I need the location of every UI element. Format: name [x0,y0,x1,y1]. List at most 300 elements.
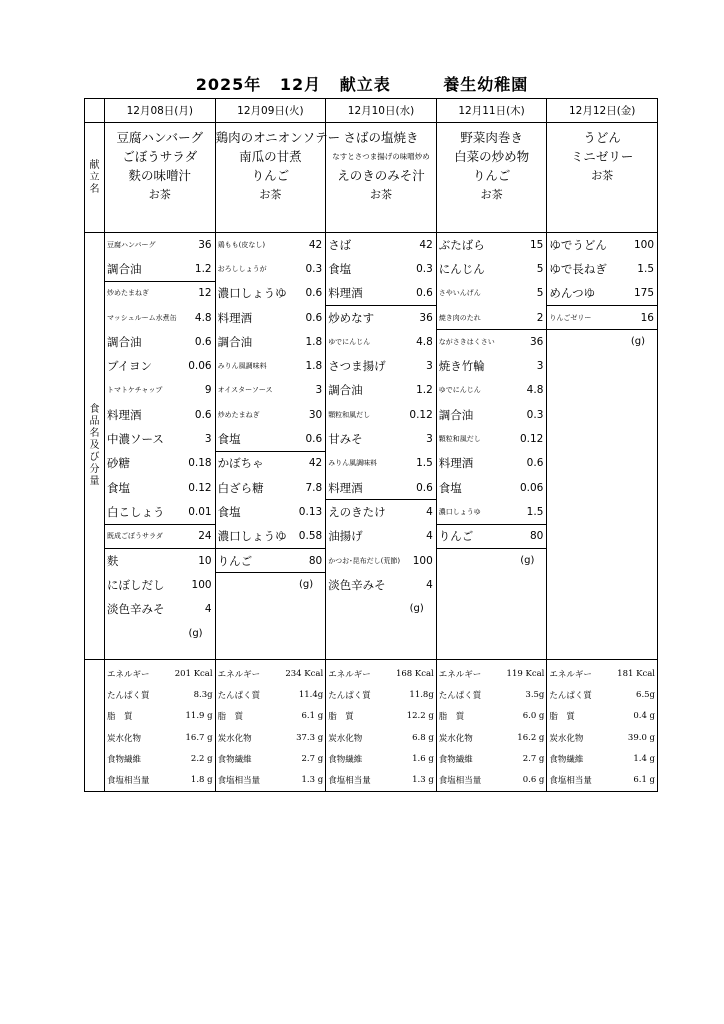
ingredient-name: 白こしょう [107,504,165,519]
nutrition-label: 食塩相当量 [328,776,371,787]
nutrition-item [105,769,215,790]
side-char: 量 [89,476,100,487]
ingredient-name: えのきたけ [328,504,386,519]
ingredient-name: さば [328,237,352,252]
side-char: び [89,452,100,463]
ingredient-item [216,330,326,354]
ingredient-name: 調合油 [328,383,363,398]
unit-label: (g) [299,579,314,591]
nutrition-item [326,684,436,705]
ingredient-name: りんご [438,529,474,544]
ingredient-item [105,597,215,621]
nutrition-value: 6.5g [636,689,655,700]
ingredient-name: 顆粒和風だし [438,435,481,444]
ingredient-name: 白ざら糖 [217,480,264,495]
ingredient-name: マッシュルーム水煮缶 [107,313,177,322]
ingredient-name: 食塩 [107,480,130,495]
nutrition-value: 2.2 g [190,753,213,764]
ingredient-name: ながさきはくさい [438,337,495,346]
nutrition-item [326,748,436,769]
nutrition-cell [105,660,216,792]
menu-item: ミニゼリー [570,149,634,164]
nutrition-value: 119 Kcal [506,668,545,679]
menu-side-label [85,123,105,233]
ingredient-name: 料理酒 [328,480,363,495]
nutrition-item [547,769,657,790]
ingredient-name: ゆで長ねぎ [549,261,607,276]
ingredient-amount: 12 [198,287,212,300]
nutrition-label: 食物繊維 [217,754,252,765]
ingredient-amount: 1.5 [416,457,433,470]
ingredient-amount: 0.6 [416,481,433,494]
ingredient-item [547,257,657,281]
nutrition-value: 2.7 g [522,753,545,764]
ingredient-name: 料理酒 [217,310,253,325]
ingredient-amount: 1.2 [416,384,433,397]
ingredient-item [105,306,215,330]
nutrition-item [216,684,326,705]
ingredient-item [105,452,215,476]
nutrition-item [105,684,215,705]
ingredient-name: 料理酒 [107,407,142,422]
nutrition-item [437,727,547,748]
ingredient-name: 濃口しょうゆ [217,286,287,301]
ingredient-name: 料理酒 [438,456,474,471]
ingredient-item [216,549,326,573]
ingredient-amount: 2 [536,311,544,324]
nutrition-label: エネルギー [217,669,261,680]
ingredient-amount: 4 [204,603,212,616]
ingredient-item [216,427,326,451]
ingredient-amount: 80 [530,530,544,543]
side-char: 立 [89,171,100,183]
ingredient-item [216,452,326,476]
ingredient-amount: 0.6 [305,311,323,324]
nutrition-item [326,769,436,790]
ingredient-name: 食塩 [217,504,241,519]
ingredient-item [326,403,436,427]
ingredient-item [437,282,547,306]
ingredient-amount: 4 [426,578,433,591]
menu-item: お茶 [591,169,614,182]
ingredient-amount: 0.3 [416,262,433,275]
ingredient-amount: 1.2 [194,262,212,275]
ingredient-name: おろししょうが [217,264,267,273]
ingredient-name: さやいんげん [438,289,481,298]
ingredient-name: 砂糖 [107,456,130,471]
ingredient-name: りんごゼリー [549,313,592,322]
ingredient-amount: 3 [315,384,323,397]
side-char: 名 [89,428,100,439]
ingredient-name: 濃口しょうゆ [438,507,481,516]
menu-item: お茶 [148,188,171,201]
nutrition-value: 0.6 g [522,775,545,786]
nutrition-item [326,727,436,748]
ingredient-name: 甘みそ [328,432,363,447]
ingredient-item [437,427,547,451]
ingredient-name: 食塩 [328,261,352,276]
ingredient-cell [215,233,326,660]
nutrition-label: たんぱく質 [217,690,261,701]
nutrition-item [105,727,215,748]
nutrition-item [216,663,326,684]
ingredient-item [547,306,657,330]
ingredient-amount: 1.8 [305,360,323,373]
date-header: 12月10日(水) [326,99,437,123]
unit-label: (g) [188,627,203,639]
ingredient-item [105,330,215,354]
side-char: 食 [89,404,100,415]
nutrition-label: たんぱく質 [549,690,592,701]
nutrition-label: 食塩相当量 [438,776,482,787]
ingredient-name: 焼き竹輪 [438,359,485,374]
ingredient-amount: 100 [191,578,212,591]
ingredient-amount: 175 [633,287,654,300]
ingredient-amount: 5 [536,262,544,275]
ingredient-side-label [85,233,105,660]
ingredient-item [326,282,436,306]
menu-item: さばの塩焼き [343,130,419,145]
nutrition-label: たんぱく質 [107,690,150,701]
menu-row [85,123,658,233]
side-char: 献 [89,159,100,171]
date-header: 12月11日(木) [436,99,547,123]
page-title [0,72,724,95]
ingredient-name: 豆腐ハンバーグ [107,240,156,249]
ingredient-amount: 0.3 [305,262,323,275]
ingredient-amount: 0.12 [188,481,212,494]
nutrition-value: 6.0 g [522,711,545,722]
nutrition-label: 食物繊維 [549,754,584,765]
ingredient-item [326,257,436,281]
ingredient-item [326,573,436,597]
nutrition-label: たんぱく質 [328,690,371,701]
nutrition-item [547,727,657,748]
date-row [85,99,658,123]
nutrition-item [105,706,215,727]
nutrition-value: 234 Kcal [285,668,324,679]
ingredient-amount: 24 [198,530,212,543]
ingredient-item [326,549,436,573]
ingredient-name: 焼き肉のたれ [438,313,481,322]
ingredient-name: ゆでにんじん [438,386,481,395]
ingredient-item [216,233,326,257]
nutrition-value: 6.1 g [633,775,655,786]
date-header: 12月12日(金) [547,99,658,123]
ingredient-name: にんじん [438,261,485,276]
ingredient-amount: 9 [204,384,212,397]
nutrition-value: 6.8 g [412,732,434,743]
ingredient-item [437,379,547,403]
nutrition-item [547,748,657,769]
nutrition-item [437,684,547,705]
ingredient-amount: 4 [426,530,433,543]
unit-label: (g) [409,603,424,615]
nutrition-item [216,769,326,790]
ingredient-name: 食塩 [217,432,241,447]
ingredient-item [326,306,436,330]
nutrition-item [216,727,326,748]
nutrition-value: 1.3 g [301,775,324,786]
ingredient-item [326,500,436,524]
ingredient-item [547,282,657,306]
nutrition-label: 脂 質 [217,712,244,723]
ingredient-item [437,354,547,378]
ingredient-name: 濃口しょうゆ [217,529,287,544]
menu-item: なすとさつま揚げの味噌炒め [332,152,430,161]
ingredient-name: 麩 [107,553,119,568]
ingredient-item [216,403,326,427]
nutrition-value: 1.6 g [412,753,434,764]
ingredient-amount: 3 [536,360,544,373]
ingredient-item [216,525,326,549]
ingredient-amount: 0.6 [194,335,212,348]
ingredient-amount: 5 [536,287,544,300]
menu-item: うどん [583,130,621,145]
ingredient-amount: 0.6 [416,287,433,300]
nutrition-label: エネルギー [107,669,150,680]
menu-item: 鶏肉のオニオンソテー [215,130,341,145]
ingredient-amount: 4.8 [194,311,212,324]
ingredient-item [326,427,436,451]
ingredient-amount: 1.5 [526,505,544,518]
side-char: 及 [89,440,100,451]
menu-cell [547,123,658,233]
ingredient-amount: 3 [426,433,433,446]
menu-cell [326,123,437,233]
ingredient-item [216,306,326,330]
ingredient-amount: 0.6 [194,408,212,421]
ingredient-item [326,525,436,549]
nutrition-value: 1.8 g [190,775,213,786]
nutrition-cell [215,660,326,792]
title-month: 12月 [279,75,322,94]
menu-item: 麩の味噌汁 [128,168,192,183]
side-char: 分 [89,464,100,475]
nutrition-value: 1.3 g [412,775,434,786]
ingredient-item [105,549,215,573]
nutrition-value: 181 Kcal [617,668,655,679]
ingredient-amount: 42 [308,238,323,251]
ingredient-name: 料理酒 [328,286,363,301]
nutrition-cell [326,660,437,792]
ingredient-amount: 100 [412,554,433,567]
nutrition-cell [547,660,658,792]
nutrition-item [547,684,657,705]
title-doc: 献立表 [339,75,391,94]
nutrition-item [547,706,657,727]
ingredient-name: トマトケチャップ [107,386,163,395]
ingredient-name: ブイヨン [107,359,152,374]
ingredient-amount: 0.18 [188,457,212,470]
nutrition-value: 168 Kcal [395,668,434,679]
ingredient-amount: 0.13 [298,505,323,518]
nutrition-side-label [85,660,105,792]
ingredient-name: 炒めたまねぎ [217,410,260,419]
ingredient-name: 淡色辛みそ [328,577,386,592]
ingredient-amount: 80 [308,554,323,567]
nutrition-label: 炭水化物 [549,733,584,744]
ingredient-amount: 42 [308,457,323,470]
nutrition-value: 16.7 g [185,732,213,743]
ingredient-amount: 10 [198,554,212,567]
nutrition-label: 脂 質 [107,712,133,723]
ingredient-amount: 0.01 [188,505,212,518]
nutrition-label: 食塩相当量 [217,776,261,787]
ingredient-item [105,573,215,597]
ingredient-amount: 0.3 [526,408,544,421]
menu-item: 豆腐ハンバーグ [116,130,204,145]
ingredient-item [326,379,436,403]
ingredient-name: ゆでうどん [549,237,607,252]
ingredient-amount: 30 [308,408,323,421]
nutrition-label: 炭水化物 [328,733,363,744]
ingredient-name: 中濃ソース [107,432,164,447]
ingredient-name: かぼちゃ [217,456,264,471]
nutrition-value: 8.3g [193,689,213,700]
ingredient-item [216,476,326,500]
ingredient-amount: 4 [426,505,433,518]
ingredient-amount: 0.06 [519,481,544,494]
nutrition-item [326,706,436,727]
ingredient-item [437,306,547,330]
nutrition-item [326,663,436,684]
ingredient-item [105,282,215,306]
unit-label: (g) [520,554,535,566]
ingredient-name: ぶたばら [438,237,485,252]
menu-item: りんご [472,168,511,183]
ingredient-item [547,233,657,257]
ingredient-amount: 100 [633,238,654,251]
ingredient-amount: 0.6 [305,287,323,300]
ingredient-amount: 7.8 [305,481,323,494]
menu-item: ごぼうサラダ [122,149,198,164]
nutrition-label: エネルギー [549,669,592,680]
ingredient-cell [326,233,437,660]
ingredient-item [216,500,326,524]
ingredient-item [105,525,215,549]
nutrition-value: 0.4 g [633,711,655,722]
nutrition-label: 炭水化物 [438,733,473,744]
ingredient-item [105,354,215,378]
ingredient-name: 調合油 [107,261,142,276]
ingredient-item [105,476,215,500]
title-year: 2025年 [195,75,262,94]
menu-table [84,98,658,792]
ingredient-name: さつま揚げ [328,359,386,374]
ingredient-amount: 0.6 [305,433,323,446]
ingredient-item [105,233,215,257]
nutrition-item [216,706,326,727]
ingredient-item [437,500,547,524]
nutrition-item [437,769,547,790]
ingredient-name: みりん風調味料 [217,362,267,371]
nutrition-row [85,660,658,792]
ingredient-amount: 1.5 [637,262,654,275]
ingredient-amount: 0.06 [188,360,212,373]
ingredient-item [326,452,436,476]
ingredient-name: 既成ごぼうサラダ [107,532,163,541]
nutrition-label: 脂 質 [438,712,465,723]
ingredient-name: にぼしだし [107,577,165,592]
nutrition-value: 37.3 g [296,732,324,743]
nutrition-item [547,663,657,684]
nutrition-label: たんぱく質 [438,690,482,701]
ingredient-amount: 36 [198,238,212,251]
nutrition-value: 12.2 g [406,711,434,722]
ingredient-amount: 1.8 [305,335,323,348]
ingredient-item [437,233,547,257]
ingredient-name: 淡色辛みそ [107,602,165,617]
nutrition-label: 食物繊維 [328,754,363,765]
ingredient-amount: 4.8 [416,335,433,348]
ingredient-row [85,233,658,660]
ingredient-name: 調合油 [107,334,142,349]
ingredient-name: 食塩 [438,480,462,495]
nutrition-value: 11.9 g [185,711,213,722]
menu-item: 南瓜の甘煮 [239,149,302,164]
ingredient-amount: 0.12 [519,433,544,446]
ingredient-cell [547,233,658,660]
nutrition-label: 食物繊維 [438,754,473,765]
menu-item: えのきのみそ汁 [337,168,425,183]
menu-item: りんご [251,168,290,183]
ingredient-name: 油揚げ [328,529,363,544]
nutrition-label: エネルギー [438,669,482,680]
nutrition-label: 食塩相当量 [107,776,150,787]
ingredient-item [437,452,547,476]
ingredient-item [437,330,547,354]
ingredient-amount: 0.6 [526,457,544,470]
ingredient-item [105,500,215,524]
ingredient-cell [436,233,547,660]
corner-cell [85,99,105,123]
ingredient-item [437,476,547,500]
nutrition-label: 食塩相当量 [549,776,592,787]
nutrition-item [437,706,547,727]
ingredient-amount: 0.12 [409,408,433,421]
side-char: 品 [89,416,100,427]
nutrition-cell [436,660,547,792]
ingredient-item [326,233,436,257]
menu-item: 野菜肉巻き [460,130,523,145]
nutrition-item [437,748,547,769]
ingredient-item [216,379,326,403]
ingredient-name: りんご [217,553,253,568]
nutrition-item [437,663,547,684]
menu-cell [436,123,547,233]
ingredient-amount: 15 [530,238,544,251]
ingredient-name: 顆粒和風だし [328,410,371,419]
nutrition-value: 3.5g [525,689,545,700]
ingredient-amount: 4.8 [526,384,544,397]
ingredient-item [216,257,326,281]
nutrition-label: エネルギー [328,669,371,680]
ingredient-item [216,354,326,378]
ingredient-name: 炒めたまねぎ [107,289,149,298]
ingredient-amount: 36 [530,335,544,348]
ingredient-item [437,257,547,281]
nutrition-label: 脂 質 [328,712,354,723]
nutrition-label: 炭水化物 [217,733,252,744]
nutrition-value: 201 Kcal [174,668,213,679]
ingredient-item [105,403,215,427]
nutrition-label: 脂 質 [549,712,575,723]
ingredient-item [105,379,215,403]
school-name: 養生幼稚園 [443,75,529,94]
ingredient-item [105,427,215,451]
nutrition-value: 2.7 g [301,753,324,764]
